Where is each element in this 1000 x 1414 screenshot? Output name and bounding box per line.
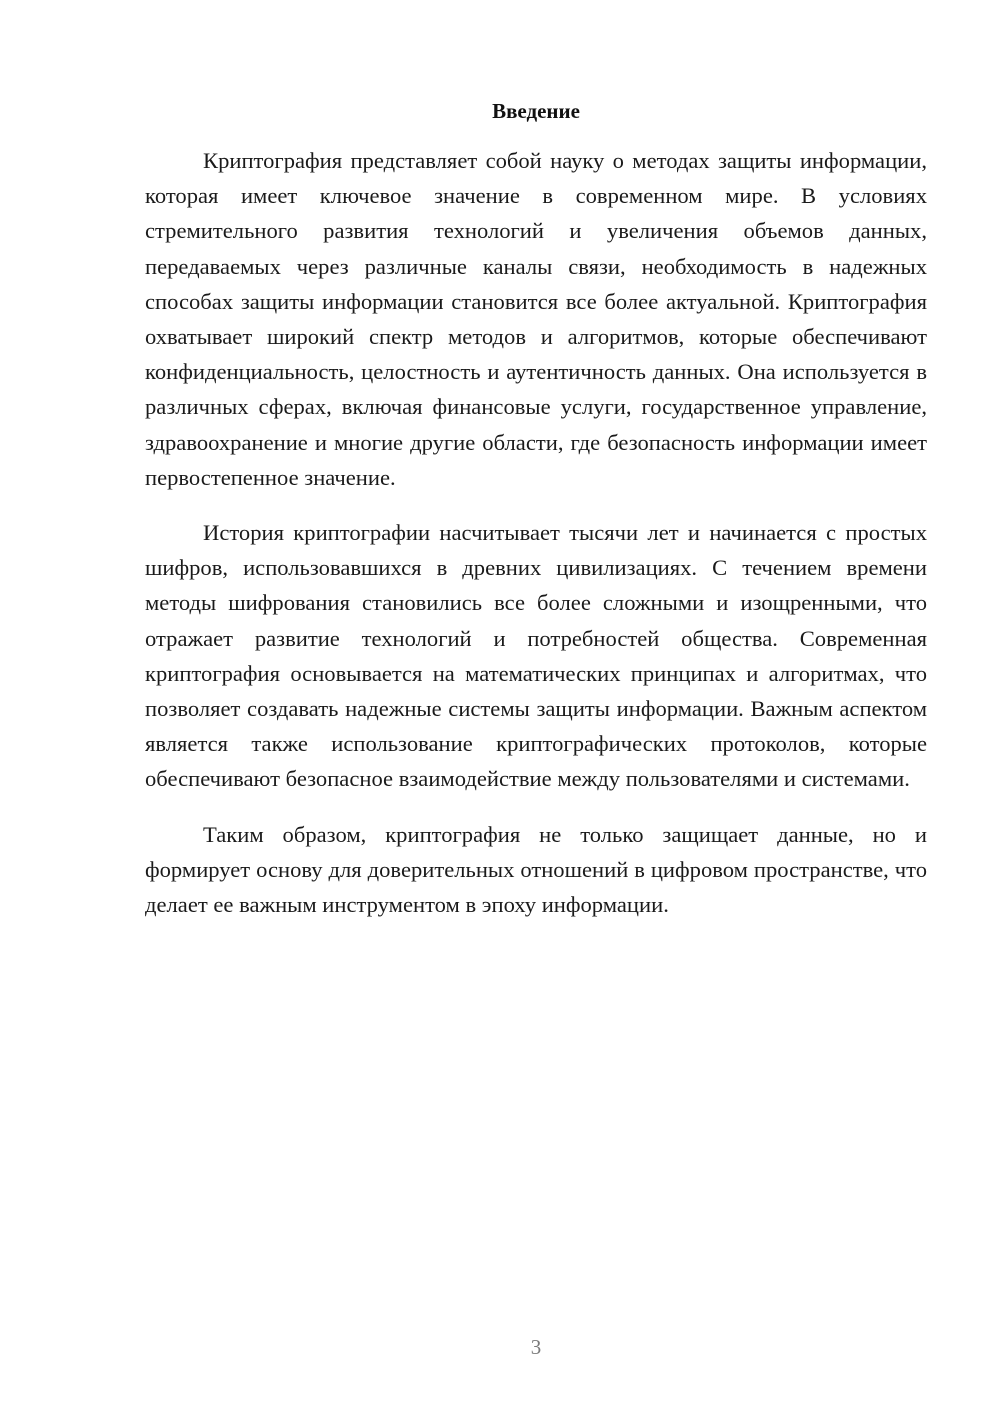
paragraph-2: История криптографии насчитывает тысячи лет и начинается с простых шифров, использовавшихся в древних цивилизациях. С течением времени методы шифрования становились все более сложными и изощренными, что отражает развитие технологий и потребностей общества. Современная криптография основывается на математических принципах и алгоритмах, что позволяет создавать надежные системы защиты информации. Важным аспектом является также использование криптографических протоколов, которые обеспечивают безопасное взаимодействие между пользователями и системами.	[145, 520, 927, 792]
page-title: Введение	[492, 99, 580, 123]
page-number: 3	[530, 1335, 542, 1359]
paragraph-1: Криптография представляет собой науку о методах защиты информации, которая имеет ключевое значение в современном мире. В условиях стремительного развития технологий и увеличения объемов данных, передаваемых через различные каналы связи, необходимость в надежных способах защиты информации становится все более актуальной. Криптография охватывает широкий спектр методов и алгоритмов, которые обеспечивают конфиденциальность, целостность и аутентичность данных. Она используется в различных сферах, включая финансовые услуги, государственное управление, здравоохранение и многие другие области, где безопасность информации имеет первостепенное значение.	[145, 148, 927, 490]
document-body	[145, 143, 927, 942]
paragraph-3: Таким образом, криптография не только защищает данные, но и формирует основу для доверительных отношений в цифровом пространстве, что делает ее важным инструментом в эпоху информации.	[145, 821, 927, 918]
